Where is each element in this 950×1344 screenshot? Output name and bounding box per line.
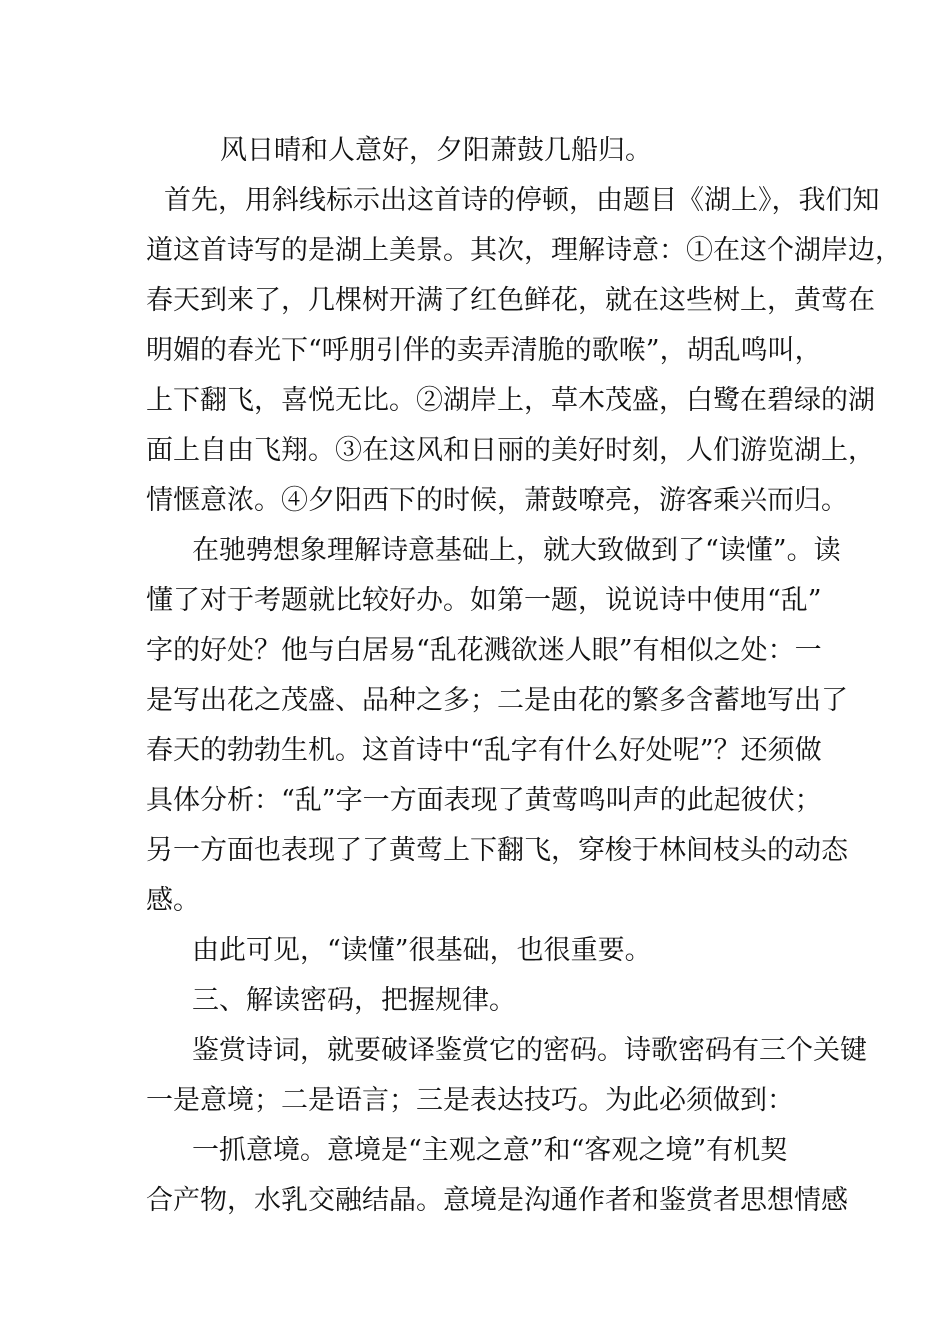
paragraph-line: 一是意境；二是语言；三是表达技巧。为此必须做到：	[146, 1085, 794, 1116]
paragraph-line: 面上自由飞翔。③在这风和日丽的美好时刻，人们游览湖上，	[146, 435, 875, 466]
poem-line: 风日晴和人意好，夕阳萧鼓几船归。	[220, 135, 652, 166]
paragraph-line: 由此可见，“读懂”很基础，也很重要。	[192, 935, 652, 966]
paragraph-line: 鉴赏诗词，就要破译鉴赏它的密码。诗歌密码有三个关键	[192, 1035, 867, 1066]
paragraph-line: 情惬意浓。④夕阳西下的时候，萧鼓嘹亮，游客乘兴而归。	[146, 485, 848, 516]
section-heading: 三、解读密码，把握规律。	[192, 985, 516, 1016]
paragraph-line: 字的好处？他与白居易“乱花溅欲迷人眼”有相似之处：一	[146, 635, 822, 666]
paragraph-line: 懂了对于考题就比较好办。如第一题，说说诗中使用“乱”	[146, 585, 822, 616]
paragraph-line: 一抓意境。意境是“主观之意”和“客观之境”有机契	[192, 1135, 788, 1166]
paragraph-line: 合产物，水乳交融结晶。意境是沟通作者和鉴赏者思想情感	[146, 1185, 848, 1216]
paragraph-line: 感。	[146, 885, 200, 916]
paragraph-line: 另一方面也表现了了黄莺上下翻飞，穿梭于林间枝头的动态	[146, 835, 848, 866]
paragraph-line: 春天的勃勃生机。这首诗中“乱字有什么好处呢”？还须做	[146, 735, 822, 766]
paragraph-line: 在驰骋想象理解诗意基础上，就大致做到了“读懂”。读	[192, 535, 841, 566]
paragraph-line: 春天到来了，几棵树开满了红色鲜花，就在这些树上，黄莺在	[146, 285, 875, 316]
paragraph-line: 具体分析：“乱”字一方面表现了黄莺鸣叫声的此起彼伏；	[146, 785, 822, 816]
paragraph-line: 明媚的春光下“呼朋引伴的卖弄清脆的歌喉”，胡乱鸣叫，	[146, 335, 822, 366]
paragraph-line: 道这首诗写的是湖上美景。其次，理解诗意：①在这个湖岸边，	[146, 235, 902, 266]
paragraph-line: 上下翻飞，喜悦无比。②湖岸上，草木茂盛，白鹭在碧绿的湖	[146, 385, 875, 416]
paragraph-line: 首先，用斜线标示出这首诗的停顿，由题目《湖上》，我们知	[164, 185, 880, 216]
paragraph-line: 是写出花之茂盛、品种之多；二是由花的繁多含蓄地写出了	[146, 685, 848, 716]
